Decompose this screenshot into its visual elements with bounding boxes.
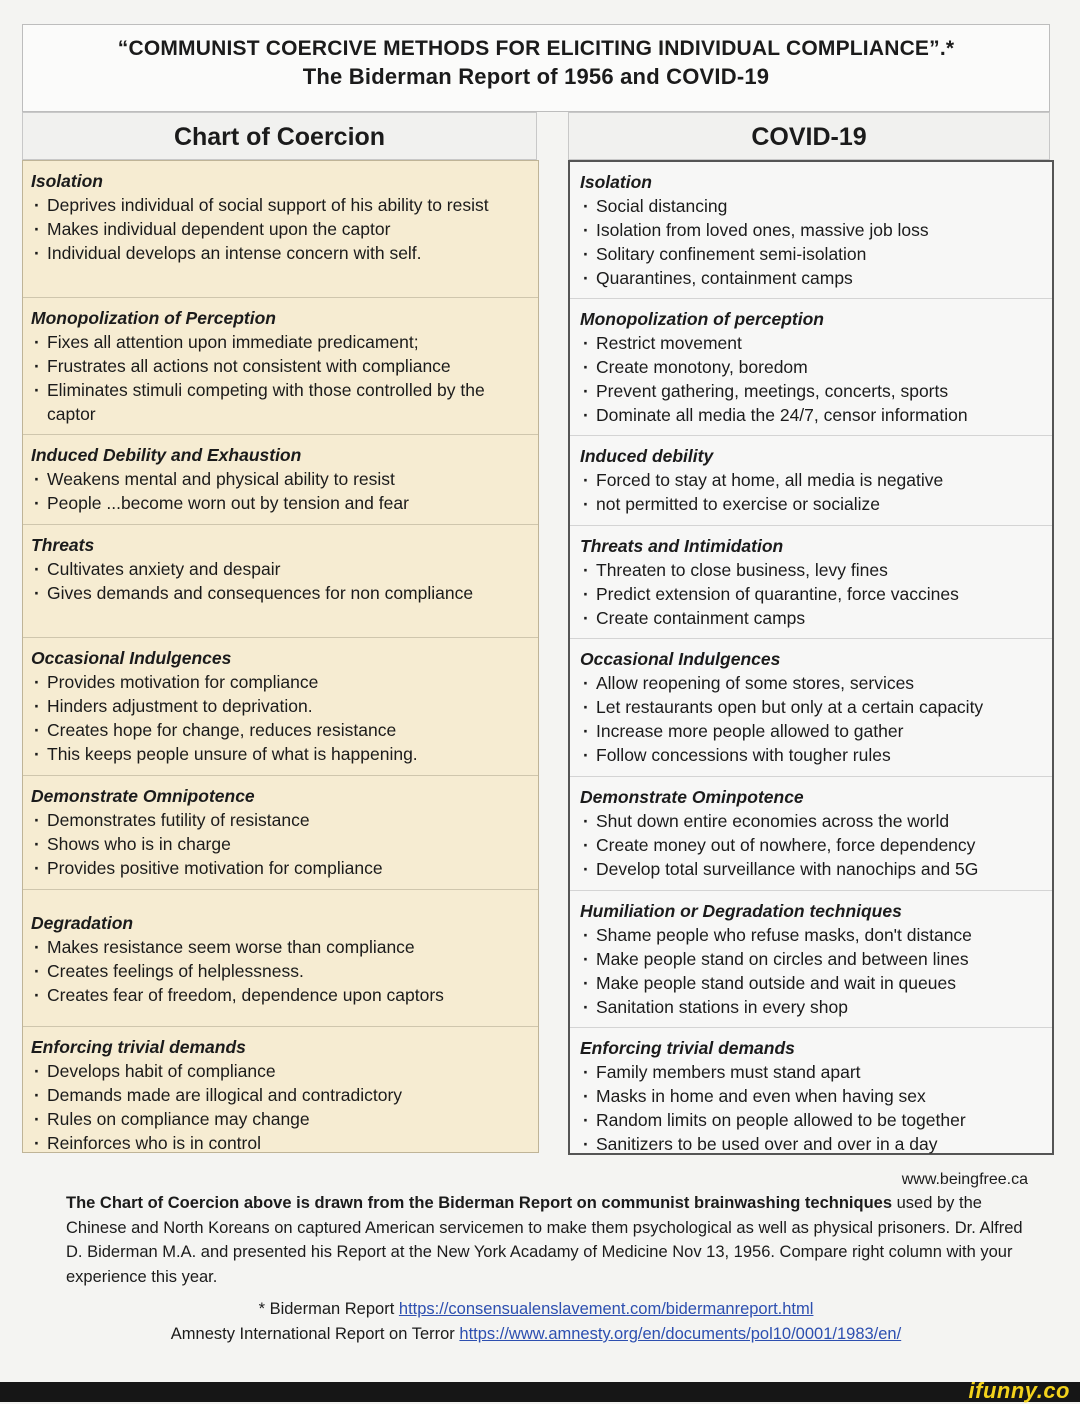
bullet-item: · Make people stand on circles and between lines	[580, 947, 1044, 971]
covid-column	[568, 160, 1054, 1155]
bullet-item: · Develop total surveillance with nanochips and 5G	[580, 857, 1044, 881]
bullet-list	[31, 330, 530, 426]
bullet-item: · Quarantines, containment camps	[580, 266, 1044, 290]
bullet-item: · Restrict movement	[580, 331, 1044, 355]
page-title: “COMMUNIST COERCIVE METHODS FOR ELICITING INDIVIDUAL COMPLIANCE”.*	[117, 37, 955, 60]
right-cell	[570, 162, 1052, 299]
cell-title: Demonstrate Omnipotence	[31, 786, 255, 806]
right-cell	[570, 891, 1052, 1028]
bullet-item: · Creates feelings of helplessness.	[31, 959, 530, 983]
bullet-item: · Demands made are illogical and contradictory	[31, 1083, 530, 1107]
bullet-item: · Threaten to close business, levy fines	[580, 558, 1044, 582]
bullet-item: · Random limits on people allowed to be together	[580, 1108, 1044, 1132]
cell-title: Monopolization of perception	[580, 309, 825, 329]
bullet-item: · Sanitizers to be used over and over in a day	[580, 1132, 1044, 1156]
bullet-item: · Solitary confinement semi-isolation	[580, 242, 1044, 266]
cell-title: Degradation	[31, 913, 134, 933]
left-cell	[23, 638, 538, 776]
bullet-item: · Cultivates anxiety and despair	[31, 557, 530, 581]
biderman-reference-label: * Biderman Report	[258, 1300, 395, 1318]
bullet-item: · Demonstrates futility of resistance	[31, 808, 530, 832]
title-block	[22, 24, 1050, 112]
bullet-item: · Isolation from loved ones, massive job loss	[580, 218, 1044, 242]
bullet-item: · Frustrates all actions not consistent with compliance	[31, 354, 530, 378]
cell-title: Humiliation or Degradation techniques	[580, 901, 902, 921]
footer	[22, 1169, 1050, 1347]
bullet-item: · Create money out of nowhere, force dependency	[580, 833, 1044, 857]
cell-title: Induced Debility and Exhaustion	[31, 445, 302, 465]
right-cell	[570, 436, 1052, 526]
bullet-list	[31, 1059, 530, 1155]
bullet-item: · Family members must stand apart	[580, 1060, 1044, 1084]
bullet-item: · Provides motivation for compliance	[31, 670, 530, 694]
cell-title: Induced debility	[580, 446, 714, 466]
bullet-list	[580, 1060, 1044, 1156]
left-cell	[23, 1027, 538, 1152]
bullet-list	[31, 467, 530, 515]
bullet-list	[580, 923, 1044, 1019]
right-cell	[570, 639, 1052, 777]
bullet-list	[580, 809, 1044, 881]
cell-title: Monopolization of Perception	[31, 308, 276, 328]
bullet-item: · Prevent gathering, meetings, concerts, sports	[580, 379, 1044, 403]
cell-title: Demonstrate Ominpotence	[580, 787, 804, 807]
cell-title: Occasional Indulgences	[31, 648, 232, 668]
bullet-item: · Dominate all media the 24/7, censor information	[580, 403, 1044, 427]
bullet-item: · Rules on compliance may change	[31, 1107, 530, 1131]
bullet-item: · Provides positive motivation for compliance	[31, 856, 530, 880]
coercion-column	[22, 160, 539, 1153]
bullet-item: · Fixes all attention upon immediate predicament;	[31, 330, 530, 354]
cell-title: Enforcing trivial demands	[580, 1038, 795, 1058]
bullet-item: · People ...become worn out by tension and fear	[31, 491, 530, 515]
right-cell	[570, 299, 1052, 436]
bullet-list	[580, 194, 1044, 290]
bullet-item: · Weakens mental and physical ability to resist	[31, 467, 530, 491]
bullet-item: · Forced to stay at home, all media is negative	[580, 468, 1044, 492]
website-credit: www.beingfree.ca	[901, 1171, 1028, 1188]
ifunny-watermark: ifunny.co	[968, 1378, 1070, 1403]
right-cell	[570, 1028, 1052, 1153]
bullet-item: · Allow reopening of some stores, services	[580, 671, 1044, 695]
bullet-item: · This keeps people unsure of what is happening.	[31, 742, 530, 766]
bullet-item: · Let restaurants open but only at a certain capacity	[580, 695, 1044, 719]
page-subtitle: The Biderman Report of 1956 and COVID-19	[302, 64, 770, 89]
bullet-item: · Create containment camps	[580, 606, 1044, 630]
bullet-item: · Develops habit of compliance	[31, 1059, 530, 1083]
bullet-item: · Shows who is in charge	[31, 832, 530, 856]
left-cell	[23, 525, 538, 638]
bullet-item: · Creates hope for change, reduces resistance	[31, 718, 530, 742]
bullet-list	[31, 935, 530, 1007]
bullet-item: · Deprives individual of social support of his ability to resist	[31, 193, 530, 217]
bullet-item: · Eliminates stimuli competing with those controlled by the captor	[31, 378, 530, 426]
bullet-item: · Creates fear of freedom, dependence upon captors	[31, 983, 530, 1007]
amnesty-report-link[interactable]: https://www.amnesty.org/en/documents/pol10/0001/1983/en/	[459, 1325, 902, 1343]
bullet-item: · Makes resistance seem worse than compliance	[31, 935, 530, 959]
bullet-item: · Predict extension of quarantine, force vaccines	[580, 582, 1044, 606]
bullet-list	[31, 670, 530, 766]
bullet-item: · Social distancing	[580, 194, 1044, 218]
biderman-reference	[22, 1297, 1050, 1322]
right-cell	[570, 777, 1052, 891]
bullet-list	[580, 671, 1044, 767]
cell-title: Occasional Indulgences	[580, 649, 781, 669]
bullet-item: · Make people stand outside and wait in queues	[580, 971, 1044, 995]
right-column-heading: COVID-19	[568, 112, 1050, 160]
cell-title: Isolation	[580, 172, 652, 192]
cell-title: Enforcing trivial demands	[31, 1037, 246, 1057]
bullet-item: · Hinders adjustment to deprivation.	[31, 694, 530, 718]
left-cell	[23, 435, 538, 525]
bullet-list	[580, 331, 1044, 427]
left-cell	[23, 776, 538, 890]
bullet-item: · Follow concessions with tougher rules	[580, 743, 1044, 767]
chart-sheet	[22, 24, 1050, 1343]
bullet-list	[580, 468, 1044, 516]
cell-title: Isolation	[31, 171, 103, 191]
bullet-item: · Individual develops an intense concern with self.	[31, 241, 530, 265]
left-column-heading: Chart of Coercion	[22, 112, 537, 160]
bullet-item: · Reinforces who is in control	[31, 1131, 530, 1155]
bullet-item: · Sanitation stations in every shop	[580, 995, 1044, 1019]
bullet-item: · Gives demands and consequences for non compliance	[31, 581, 530, 605]
bullet-list	[580, 558, 1044, 630]
bullet-list	[31, 557, 530, 605]
bullet-item: · Makes individual dependent upon the captor	[31, 217, 530, 241]
left-cell	[23, 890, 538, 1027]
bullet-item: · Shut down entire economies across the world	[580, 809, 1044, 833]
cell-title: Threats and Intimidation	[580, 536, 784, 556]
column-headings	[22, 112, 1050, 160]
left-cell	[23, 298, 538, 435]
amnesty-reference-label: Amnesty International Report on Terror	[170, 1325, 455, 1343]
bullet-item: · Shame people who refuse masks, don't distance	[580, 923, 1044, 947]
bullet-item: · Create monotony, boredom	[580, 355, 1044, 379]
watermark-bar	[0, 1378, 1080, 1403]
bullet-item: · not permitted to exercise or socialize	[580, 492, 1044, 516]
cell-title: Threats	[31, 535, 95, 555]
explanation-bold: The Chart of Coercion above is drawn from the Biderman Report on communist brainwashing techniques	[66, 1194, 893, 1212]
bullet-item: · Increase more people allowed to gather	[580, 719, 1044, 743]
explanation-paragraph	[66, 1191, 1026, 1289]
explanation-text: used by the Chinese and North Koreans on captured American servicemen to make them psychological as well as physical prisoners. Dr. Alfred D. Biderman M.A. and presented his Report at the New York Acadamy of Medicine Nov 13, 1956. Compare right column with your experience this year.	[66, 1194, 1023, 1286]
bullet-list	[31, 193, 530, 265]
amnesty-reference	[22, 1322, 1050, 1347]
left-cell	[23, 161, 538, 298]
bullet-item: · Masks in home and even when having sex	[580, 1084, 1044, 1108]
biderman-report-link[interactable]: https://consensualenslavement.com/bidermanreport.html	[398, 1300, 814, 1318]
right-cell	[570, 526, 1052, 639]
bullet-list	[31, 808, 530, 880]
